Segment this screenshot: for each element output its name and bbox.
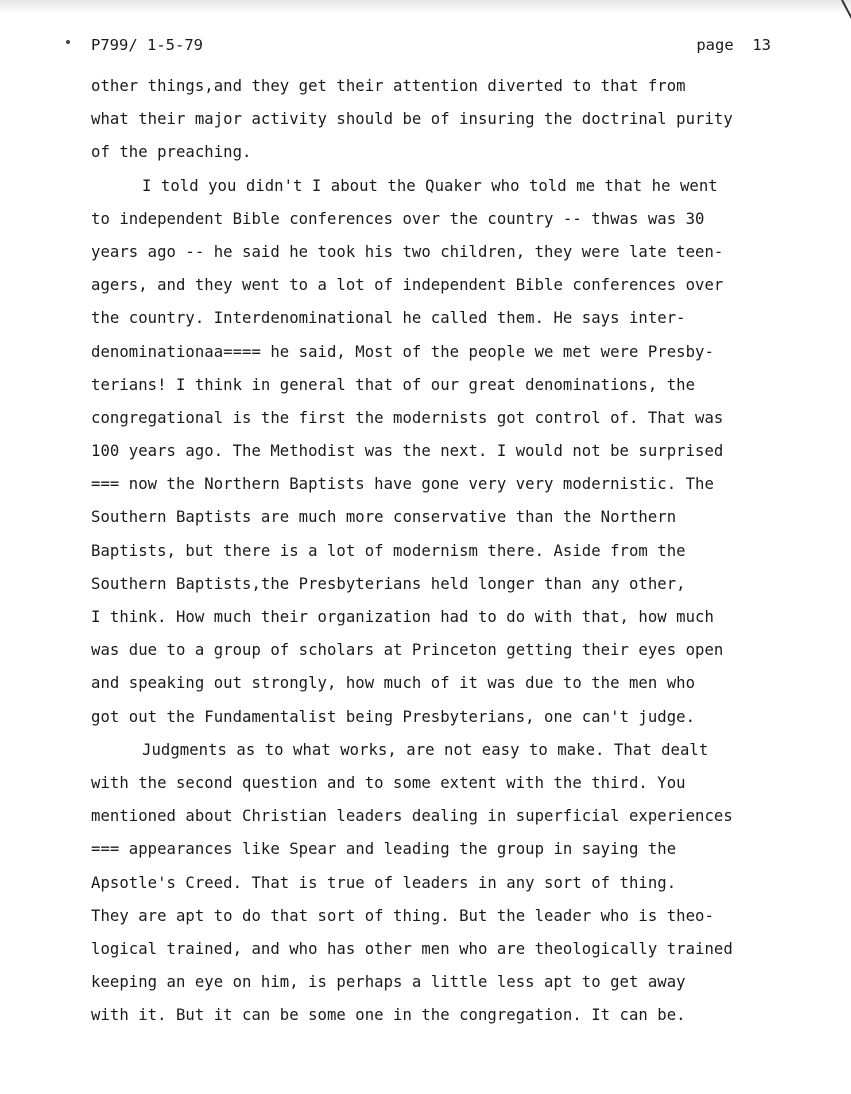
text-line: other things,and they get their attention diverted to that from: [91, 77, 686, 95]
text-line: === appearances like Spear and leading the group in saying the: [91, 840, 677, 859]
margin-dot: [66, 40, 70, 44]
text-line: Southern Baptists,the Presbyterians held longer than any other,: [91, 574, 686, 593]
text-line: the country. Interdenominational he called them. He says inter-: [91, 309, 686, 328]
text-line: with it. But it can be some one in the congregation. It can be.: [91, 1006, 686, 1025]
text-line: === now the Northern Baptists have gone very very modernistic. The: [91, 475, 714, 494]
header-file-date: P799/ 1-5-79: [91, 36, 203, 54]
text-line: of the preaching.: [91, 143, 252, 162]
text-line: I told you didn't I about the Quaker who told me that he went: [142, 176, 718, 195]
text-line: with the second question and to some extent with the third. You: [91, 773, 686, 792]
text-line: They are apt to do that sort of thing. But the leader who is theo-: [91, 906, 714, 925]
text-line: 100 years ago. The Methodist was the next. I would not be surprised: [91, 442, 724, 461]
scan-top-shadow: [0, 0, 851, 14]
text-line: years ago -- he said he took his two children, they were late teen-: [91, 242, 724, 261]
text-line: and speaking out strongly, how much of it was due to the men who: [91, 674, 696, 693]
text-line: what their major activity should be of insuring the doctrinal purity: [91, 110, 733, 129]
text-line: I think. How much their organization had to do with that, how much: [91, 608, 714, 626]
text-line: keeping an eye on him, is perhaps a little less apt to get away: [91, 973, 686, 992]
text-line: was due to a group of scholars at Princeton getting their eyes open: [91, 641, 724, 660]
text-line: got out the Fundamentalist being Presbyterians, one can't judge.: [91, 707, 696, 726]
text-line: to independent Bible conferences over the country -- thwas was 30: [91, 209, 705, 228]
text-line: congregational is the first the modernists got control of. That was: [91, 408, 724, 427]
text-line: agers, and they went to a lot of independent Bible conferences over: [91, 276, 724, 295]
text-line: denominationaa==== he said, Most of the people we met were Presby-: [91, 342, 714, 361]
text-line: terians! I think in general that of our great denominations, the: [91, 375, 696, 394]
text-line: Judgments as to what works, are not easy to make. That dealt: [142, 740, 709, 759]
text-line: Southern Baptists are much more conservative than the Northern: [91, 508, 677, 527]
text-line: Apsotle's Creed. That is true of leaders in any sort of thing.: [91, 873, 677, 892]
text-line: Baptists, but there is a lot of modernism there. Aside from the: [91, 541, 686, 560]
text-line: mentioned about Christian leaders dealing in superficial experiences: [91, 807, 733, 826]
header-page-number: page 13: [696, 36, 771, 54]
document-body: [91, 74, 811, 1036]
text-line: logical trained, and who has other men who are theologically trained: [91, 939, 733, 958]
